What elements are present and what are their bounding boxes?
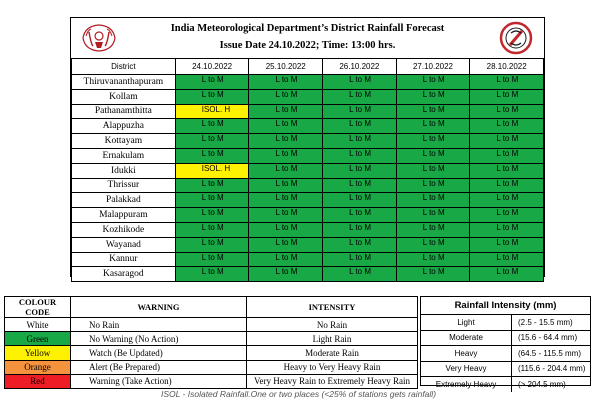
forecast-cell: L to M [323,119,397,134]
district-name: Ernakulam [72,148,176,163]
table-row [72,267,544,282]
intensity-range: (64.5 - 115.5 mm) [512,346,591,362]
forecast-cell: L to M [470,252,544,267]
forecast-cell: L to M [175,119,249,134]
forecast-cell: L to M [249,163,323,178]
district-name: Malappuram [72,208,176,223]
forecast-cell: L to M [396,193,470,208]
district-name: Alappuzha [72,119,176,134]
district-name: Palakkad [72,193,176,208]
forecast-cell: L to M [249,208,323,223]
forecast-cell: L to M [249,148,323,163]
colour-swatch: Red [5,374,71,388]
district-name: Thrissur [72,178,176,193]
forecast-cell: L to M [249,104,323,119]
intensity-text: Light Rain [247,332,418,346]
warning-text: Watch (Be Updated) [71,346,247,360]
table-row [72,104,544,119]
intensity-row [421,361,590,377]
warning-text: No Rain [71,318,247,332]
district-name: Idukki [72,163,176,178]
forecast-cell: L to M [175,75,249,90]
forecast-cell: L to M [175,193,249,208]
forecast-cell: L to M [470,148,544,163]
forecast-cell: L to M [175,178,249,193]
district-name: Thiruvananthapuram [72,75,176,90]
forecast-cell: ISOL. H [175,104,249,119]
forecast-cell: L to M [175,134,249,149]
forecast-cell: L to M [323,104,397,119]
district-name: Pathanamthitta [72,104,176,119]
intensity-range: (115.6 - 204.4 mm) [512,361,591,377]
forecast-header-row [72,59,544,75]
forecast-cell: L to M [396,178,470,193]
legend-row [5,360,418,374]
district-name: Kozhikode [72,222,176,237]
forecast-cell: L to M [249,222,323,237]
forecast-cell: L to M [175,252,249,267]
rainfall-intensity-table [421,315,590,392]
forecast-cell: L to M [396,75,470,90]
table-row [72,178,544,193]
table-row [72,163,544,178]
rainfall-intensity-title: Rainfall Intensity (mm) [421,297,590,315]
warning-text: Warning (Take Action) [71,374,247,388]
forecast-cell: L to M [470,193,544,208]
issue-date: Issue Date 24.10.2022; Time: 13:00 hrs. [219,40,396,51]
table-row [72,193,544,208]
rainfall-intensity-box [420,296,591,389]
ksdma-logo-icon [494,21,538,55]
forecast-cell: L to M [249,237,323,252]
date-column-header: 27.10.2022 [396,59,470,75]
forecast-panel [70,17,545,280]
forecast-cell: L to M [470,237,544,252]
intensity-range: (2.5 - 15.5 mm) [512,315,591,330]
legend-header-row [5,297,418,318]
forecast-cell: L to M [470,119,544,134]
forecast-cell: L to M [470,75,544,90]
forecast-cell: L to M [323,163,397,178]
forecast-cell: L to M [249,89,323,104]
warning-text: No Warning (No Action) [71,332,247,346]
intensity-header: INTENSITY [247,297,418,318]
table-row [72,75,544,90]
forecast-cell: L to M [323,267,397,282]
forecast-cell: L to M [175,267,249,282]
date-column-header: 26.10.2022 [323,59,397,75]
forecast-cell: L to M [175,89,249,104]
footnote: ISOL - Isolated Rainfall.One or two places (<25% of stations gets rainfall) [160,389,437,399]
forecast-cell: L to M [470,89,544,104]
forecast-cell: L to M [396,119,470,134]
forecast-cell: L to M [396,163,470,178]
forecast-cell: L to M [396,104,470,119]
forecast-cell: L to M [470,104,544,119]
forecast-cell: L to M [323,134,397,149]
legend-row [5,374,418,388]
forecast-cell: L to M [323,148,397,163]
forecast-header [71,18,544,58]
forecast-cell: L to M [470,163,544,178]
forecast-cell: L to M [249,75,323,90]
forecast-cell: L to M [323,252,397,267]
forecast-cell: L to M [470,134,544,149]
forecast-cell: L to M [396,89,470,104]
warning-header: WARNING [71,297,247,318]
colour-swatch: White [5,318,71,332]
forecast-cell: L to M [323,193,397,208]
forecast-cell: L to M [249,178,323,193]
legend-row [5,318,418,332]
warning-text: Alert (Be Prepared) [71,360,247,374]
forecast-cell: L to M [323,237,397,252]
table-row [72,119,544,134]
intensity-row [421,315,590,330]
table-row [72,252,544,267]
forecast-cell: L to M [396,134,470,149]
legend-row [5,332,418,346]
forecast-cell: L to M [249,267,323,282]
forecast-cell: L to M [396,208,470,223]
intensity-category: Moderate [421,330,512,346]
forecast-cell: L to M [470,267,544,282]
forecast-cell: L to M [249,252,323,267]
forecast-cell: L to M [396,148,470,163]
intensity-category: Light [421,315,512,330]
table-row [72,208,544,223]
forecast-cell: L to M [396,237,470,252]
intensity-text: Very Heavy Rain to Extremely Heavy Rain [247,374,418,388]
intensity-row [421,330,590,346]
forecast-cell: L to M [396,252,470,267]
forecast-cell: ISOL. H [175,163,249,178]
table-row [72,134,544,149]
forecast-cell: L to M [470,178,544,193]
forecast-cell: L to M [175,148,249,163]
table-row [72,148,544,163]
forecast-cell: L to M [175,222,249,237]
forecast-cell: L to M [323,208,397,223]
intensity-category: Extremely Heavy [421,377,512,392]
colour-code-header: COLOUR CODE [5,297,71,318]
date-column-header: 24.10.2022 [175,59,249,75]
forecast-cell: L to M [249,119,323,134]
intensity-range: (> 204.5 mm) [518,379,566,389]
colour-swatch: Green [5,332,71,346]
warning-legend-table [4,296,418,389]
intensity-range: (15.6 - 64.4 mm) [512,330,591,346]
district-name: Wayanad [72,237,176,252]
forecast-cell: L to M [323,89,397,104]
forecast-cell: L to M [470,208,544,223]
legend-row [5,346,418,360]
forecast-cell: L to M [396,267,470,282]
district-column-header: District [72,59,176,75]
document-title: India Meteorological Department’s District Rainfall Forecast [170,23,445,34]
forecast-cell: L to M [249,134,323,149]
forecast-cell: L to M [175,237,249,252]
table-row [72,237,544,252]
forecast-cell: L to M [470,222,544,237]
forecast-cell: L to M [396,222,470,237]
colour-swatch: Yellow [5,346,71,360]
intensity-category: Very Heavy [421,361,512,377]
district-name: Kollam [72,89,176,104]
colour-swatch: Orange [5,360,71,374]
intensity-category: Heavy [421,346,512,362]
forecast-table [71,58,544,282]
forecast-cell: L to M [175,208,249,223]
forecast-cell: L to M [323,178,397,193]
forecast-cell: L to M [323,75,397,90]
district-name: Kottayam [72,134,176,149]
district-name: Kasaragod [72,267,176,282]
forecast-cell: L to M [323,222,397,237]
table-row [72,89,544,104]
intensity-row [421,346,590,362]
intensity-text: Moderate Rain [247,346,418,360]
table-row [72,222,544,237]
intensity-text: Heavy to Very Heavy Rain [247,360,418,374]
date-column-header: 28.10.2022 [470,59,544,75]
intensity-text: No Rain [247,318,418,332]
district-name: Kannur [72,252,176,267]
date-column-header: 25.10.2022 [249,59,323,75]
forecast-cell: L to M [249,193,323,208]
